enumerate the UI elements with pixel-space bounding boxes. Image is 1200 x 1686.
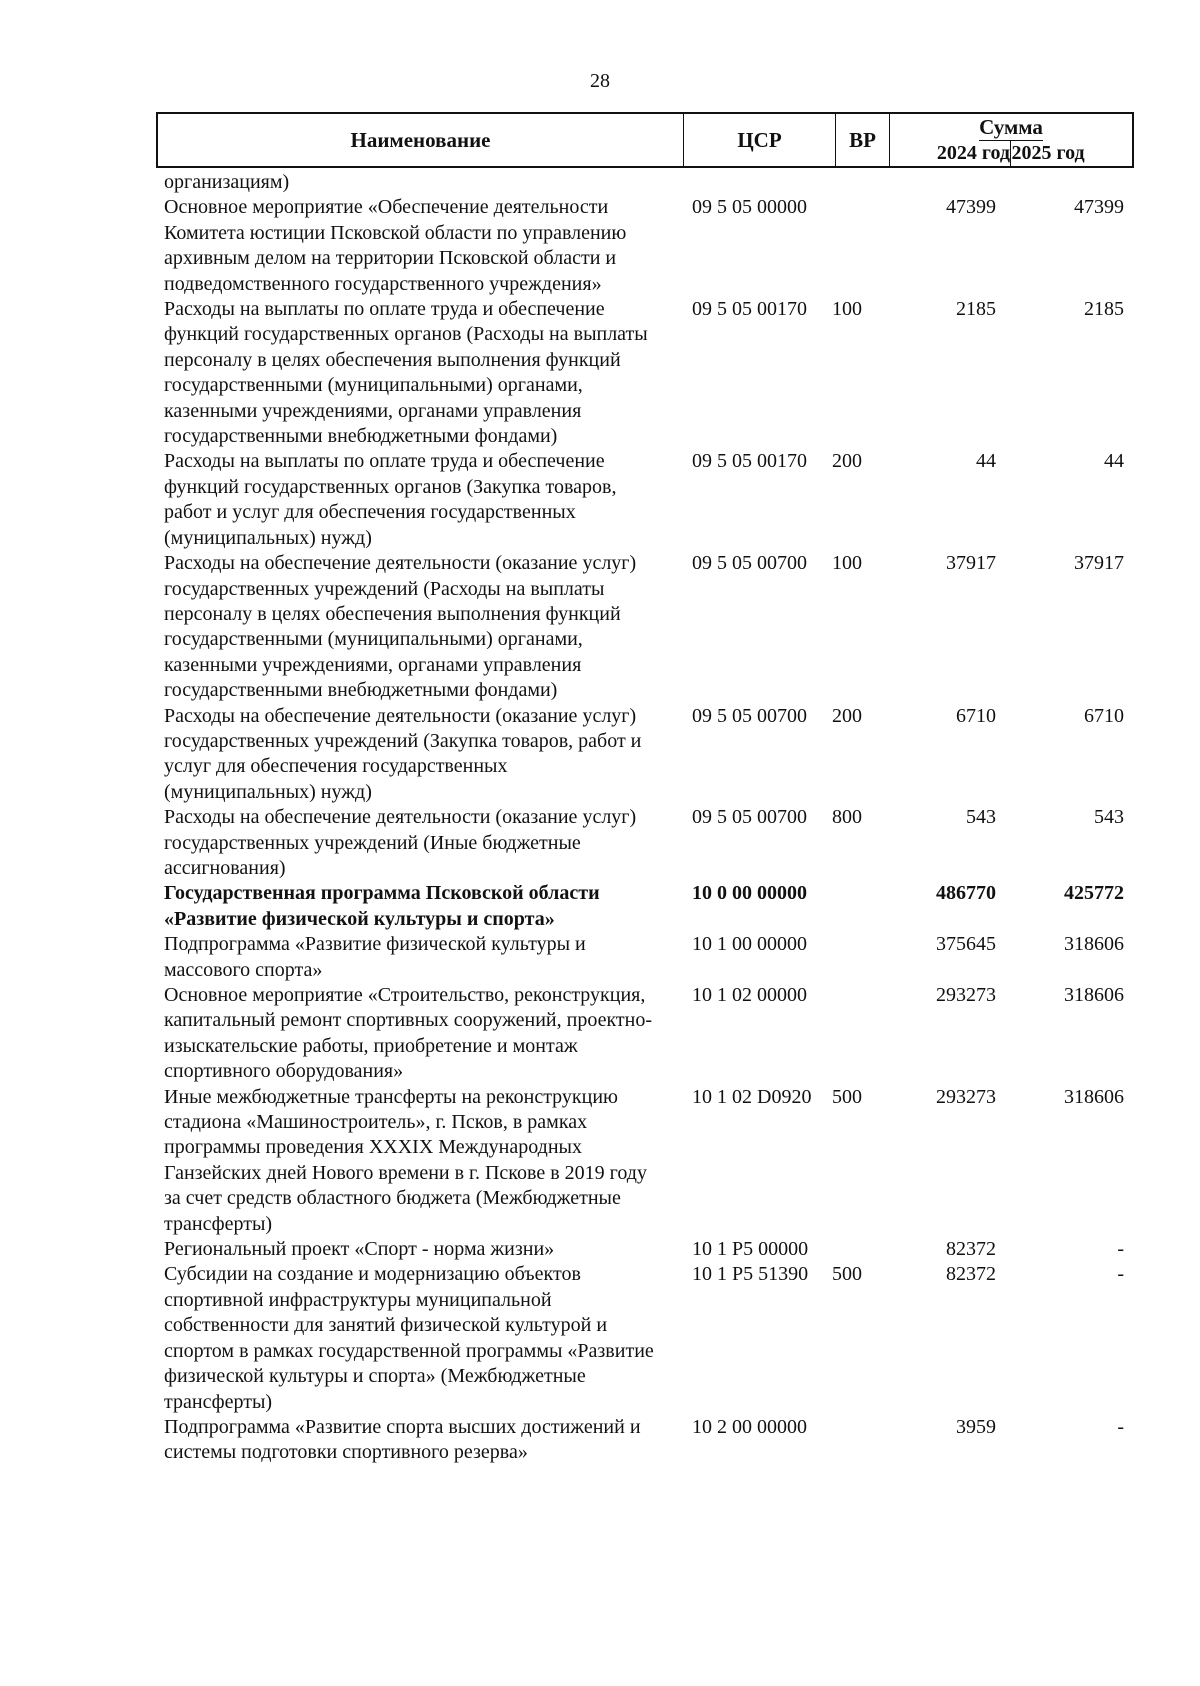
row-csr: 10 1 00 00000 xyxy=(692,933,807,956)
row-sum-2024 xyxy=(886,170,1006,195)
row-name: Расходы на обеспечение деятельности (оказание услуг) государственных учреждений (Иные бюджетные ассигнования) xyxy=(164,806,637,879)
header-vr: ВР xyxy=(836,114,890,166)
table-row xyxy=(164,297,1126,449)
row-sum-2025: - xyxy=(1117,1263,1124,1286)
row-name: Расходы на обеспечение деятельности (оказание услуг) государственных учреждений (Закупка товаров, работ и услуг для обеспечения государственных (муниципальных) нужд) xyxy=(164,704,642,803)
table-body xyxy=(164,170,1126,1466)
row-sum-2024: 82372 xyxy=(946,1263,996,1286)
row-csr: 10 0 00 00000 xyxy=(692,882,807,905)
row-name: организациям) xyxy=(164,171,290,193)
row-sum-2024: 375645 xyxy=(936,933,996,956)
row-vr: 500 xyxy=(832,1263,862,1286)
row-vr xyxy=(822,1237,886,1262)
header-csr: ЦСР xyxy=(684,114,836,166)
row-csr: 09 5 05 00000 xyxy=(692,196,807,219)
row-vr: 100 xyxy=(832,298,862,321)
header-years xyxy=(937,141,1085,166)
table-row xyxy=(164,195,1126,297)
table-row xyxy=(164,881,1126,932)
row-csr: 09 5 05 00170 xyxy=(692,450,807,473)
row-csr: 09 5 05 00170 xyxy=(692,298,807,321)
row-sum-2025: 6710 xyxy=(1084,704,1124,727)
row-vr xyxy=(822,170,886,195)
row-sum-2025: 318606 xyxy=(1064,1085,1124,1108)
row-sum-2025: - xyxy=(1117,1415,1124,1438)
row-csr xyxy=(670,170,822,195)
row-sum-2024: 6710 xyxy=(956,704,996,727)
row-sum-2024: 486770 xyxy=(936,882,996,905)
row-sum-2025 xyxy=(1006,170,1126,195)
table-row xyxy=(164,704,1126,806)
table-row xyxy=(164,551,1126,703)
row-csr: 10 1 02 00000 xyxy=(692,984,807,1006)
table-row xyxy=(164,1237,1126,1262)
row-name: Региональный проект «Спорт - норма жизни» xyxy=(164,1238,555,1261)
row-sum-2025: 44 xyxy=(1104,450,1124,473)
row-sum-2025: - xyxy=(1117,1238,1124,1261)
row-csr: 10 1 P5 51390 xyxy=(692,1263,809,1286)
row-vr: 800 xyxy=(832,806,862,829)
page-number: 28 xyxy=(590,70,610,92)
row-vr: 100 xyxy=(832,552,862,575)
table-row xyxy=(164,805,1126,881)
row-name: Субсидии на создание и модернизацию объектов спортивной инфраструктуры муниципальной собственности для занятий физической культурой и спортом в рамках государственной программы «Развитие физической культуры и спорта» (Межбюджетные трансферты) xyxy=(164,1263,654,1413)
row-vr xyxy=(822,881,886,932)
row-csr: 10 1 P5 00000 xyxy=(692,1238,809,1261)
row-name: Подпрограмма «Развитие спорта высших достижений и системы подготовки спортивного резерва» xyxy=(164,1415,641,1464)
row-sum-2025: 37917 xyxy=(1074,552,1124,575)
row-sum-2024: 3959 xyxy=(956,1415,996,1438)
table-row xyxy=(164,170,1126,195)
row-name: Подпрограмма «Развитие физической культуры и массового спорта» xyxy=(164,933,586,981)
header-name: Наименование xyxy=(158,114,684,166)
row-name: Государственная программа Псковской области «Развитие физической культуры и спорта» xyxy=(164,882,600,930)
header-sum-title: Сумма xyxy=(979,114,1043,141)
row-sum-2025: 543 xyxy=(1094,806,1124,829)
row-sum-2025: 318606 xyxy=(1064,984,1124,1006)
row-sum-2024: 293273 xyxy=(936,1085,996,1108)
row-sum-2024: 293273 xyxy=(936,984,996,1006)
row-csr: 10 1 02 D0920 xyxy=(692,1085,812,1108)
row-sum-2024: 44 xyxy=(976,450,996,473)
row-name: Расходы на выплаты по оплате труда и обеспечение функций государственных органов (Закупка товаров, работ и услуг для обеспечения государственных (муниципальных) нужд) xyxy=(164,450,617,549)
row-sum-2024: 543 xyxy=(966,806,996,829)
table-header xyxy=(156,112,1134,168)
row-vr xyxy=(822,932,886,983)
table-row xyxy=(164,983,1126,1085)
row-name: Расходы на обеспечение деятельности (оказание услуг) государственных учреждений (Расходы на выплаты персоналу в целях обеспечения выполнения функций государственными (муниципальными) органами, казенными учреждениями, органами управления государственными внебюджетными фондами) xyxy=(164,552,637,702)
row-name: Иные межбюджетные трансферты на реконструкцию стадиона «Машиностроитель», г. Псков, в рамках программы проведения XXXIX Международных Ганзейских дней Нового времени в г. Пскове в 2019 году за счет средств областного бюджета (Межбюджетные трансферты) xyxy=(164,1085,647,1235)
row-vr xyxy=(822,1415,886,1466)
row-csr: 09 5 05 00700 xyxy=(692,552,807,575)
row-csr: 09 5 05 00700 xyxy=(692,806,807,829)
table-row xyxy=(164,1085,1126,1237)
table-row xyxy=(164,1415,1126,1466)
row-name: Расходы на выплаты по оплате труда и обеспечение функций государственных органов (Расходы на выплаты персоналу в целях обеспечения выполнения функций государственными (муниципальными) органами, казенными учреждениями, органами управления государственными внебюджетными фондами) xyxy=(164,298,648,448)
row-name: Основное мероприятие «Обеспечение деятельности Комитета юстиции Псковской области по управлению архивным делом на территории Псковской области и подведомственного государственного учреждения» xyxy=(164,196,627,295)
table-row xyxy=(164,1262,1126,1414)
header-year-2024: 2024 год xyxy=(936,142,1010,164)
table-row xyxy=(164,932,1126,983)
row-sum-2024: 2185 xyxy=(956,298,996,321)
row-sum-2025: 318606 xyxy=(1064,933,1124,956)
row-sum-2024: 47399 xyxy=(946,196,996,219)
row-sum-2025: 47399 xyxy=(1074,196,1124,219)
header-year-2025: 2025 год xyxy=(1011,142,1085,164)
row-vr: 500 xyxy=(832,1085,862,1108)
row-csr: 09 5 05 00700 xyxy=(692,704,807,727)
row-vr: 200 xyxy=(832,704,862,727)
row-vr xyxy=(822,983,886,1085)
row-sum-2024: 37917 xyxy=(946,552,996,575)
row-sum-2025: 2185 xyxy=(1084,298,1124,321)
row-name: Основное мероприятие «Строительство, реконструкция, капитальный ремонт спортивных сооружений, проектно-изыскательские работы, приобретение и монтаж спортивного оборудования» xyxy=(164,984,653,1083)
table-row xyxy=(164,449,1126,551)
row-csr: 10 2 00 00000 xyxy=(692,1415,807,1438)
row-vr xyxy=(822,195,886,297)
row-vr: 200 xyxy=(832,450,862,473)
header-sum xyxy=(890,114,1132,166)
row-sum-2024: 82372 xyxy=(946,1238,996,1261)
row-sum-2025: 425772 xyxy=(1064,882,1124,905)
